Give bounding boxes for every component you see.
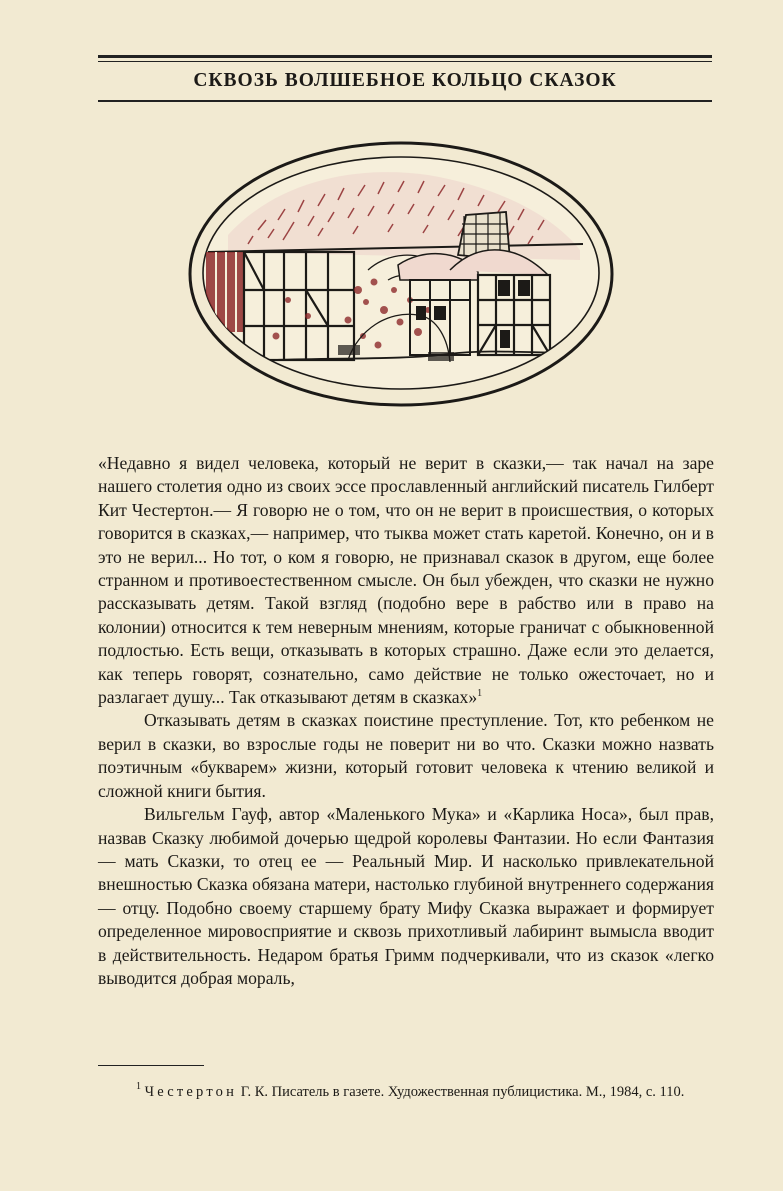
running-title: СКВОЗЬ ВОЛШЕБНОЕ КОЛЬЦО СКАЗОК xyxy=(193,70,617,91)
paragraph-text: «Недавно я видел человека, который не верит в сказки,— так начал на заре нашего столетия одно из своих эссе прославленный английский писатель Гилберт Кит Честертон.— Я говорю не о том, что он не верит в происшествия, о которых говорится в сказках,— например, что тыква может стать каретой. Конечно, он и в это не верил... Но тот, о ком я говорю, не признавал сказок в другом, еще более странном и противоестественном смысле. Он был убежден, что сказки не нужно рассказывать детям. Такой взгляд (подобно вере в рабство или в право на колонии) относится к тем неверным мнениям, которые граничат с обыкновенной подлостью. Есть вещи, отказывать в которых страшно. Даже если это делается, как теперь говорят, сознательно, само действие не только ожесточает, но и разлагает душу... Так отказывают детям в сказках» xyxy=(98,453,714,708)
cottage-illustration xyxy=(188,140,614,408)
header-rule-thin xyxy=(98,61,712,62)
footnote-rule xyxy=(98,1065,204,1066)
footnote-citation: Г. К. Писатель в газете. Художественная публицистика. М., 1984, с. 110. xyxy=(237,1084,685,1100)
footnote-author: Честертон xyxy=(144,1084,238,1100)
footnote-number: 1 xyxy=(136,1081,141,1092)
paragraph-quote xyxy=(98,452,714,709)
footnote-marker: 1 xyxy=(477,688,483,700)
footnote xyxy=(98,1082,714,1103)
paragraph: Отказывать детям в сказках поистине преступление. Тот, кто ребенком не верил в сказки, во взрослые годы не поверит ни во что. Сказки можно назвать поэтичным «букварем» жизни, который готовит человека к чтению великой и сложной книги бытия. xyxy=(98,710,714,801)
header-rule-thick xyxy=(98,55,712,58)
main-text xyxy=(98,452,714,990)
header-rule-bottom xyxy=(98,100,712,102)
paragraph: Вильгельм Гауф, автор «Маленького Мука» и «Карлика Носа», был прав, назвав Сказку любимой дочерью щедрой королевы Фантазии. Но если Фантазия — мать Сказки, то отец ее — Реальный Мир. И насколько привлекательной внешностью Сказка обязана матери, настолько глубиной внутреннего содержания — отцу. Подобно своему старшему брату Мифу Сказка выражает и формирует определенное мировосприятие и сквозь прихотливый лабиринт вымысла вводит в действительность. Недаром братья Гримм подчеркивали, что из сказок «легко выводится добрая мораль, xyxy=(98,804,714,988)
